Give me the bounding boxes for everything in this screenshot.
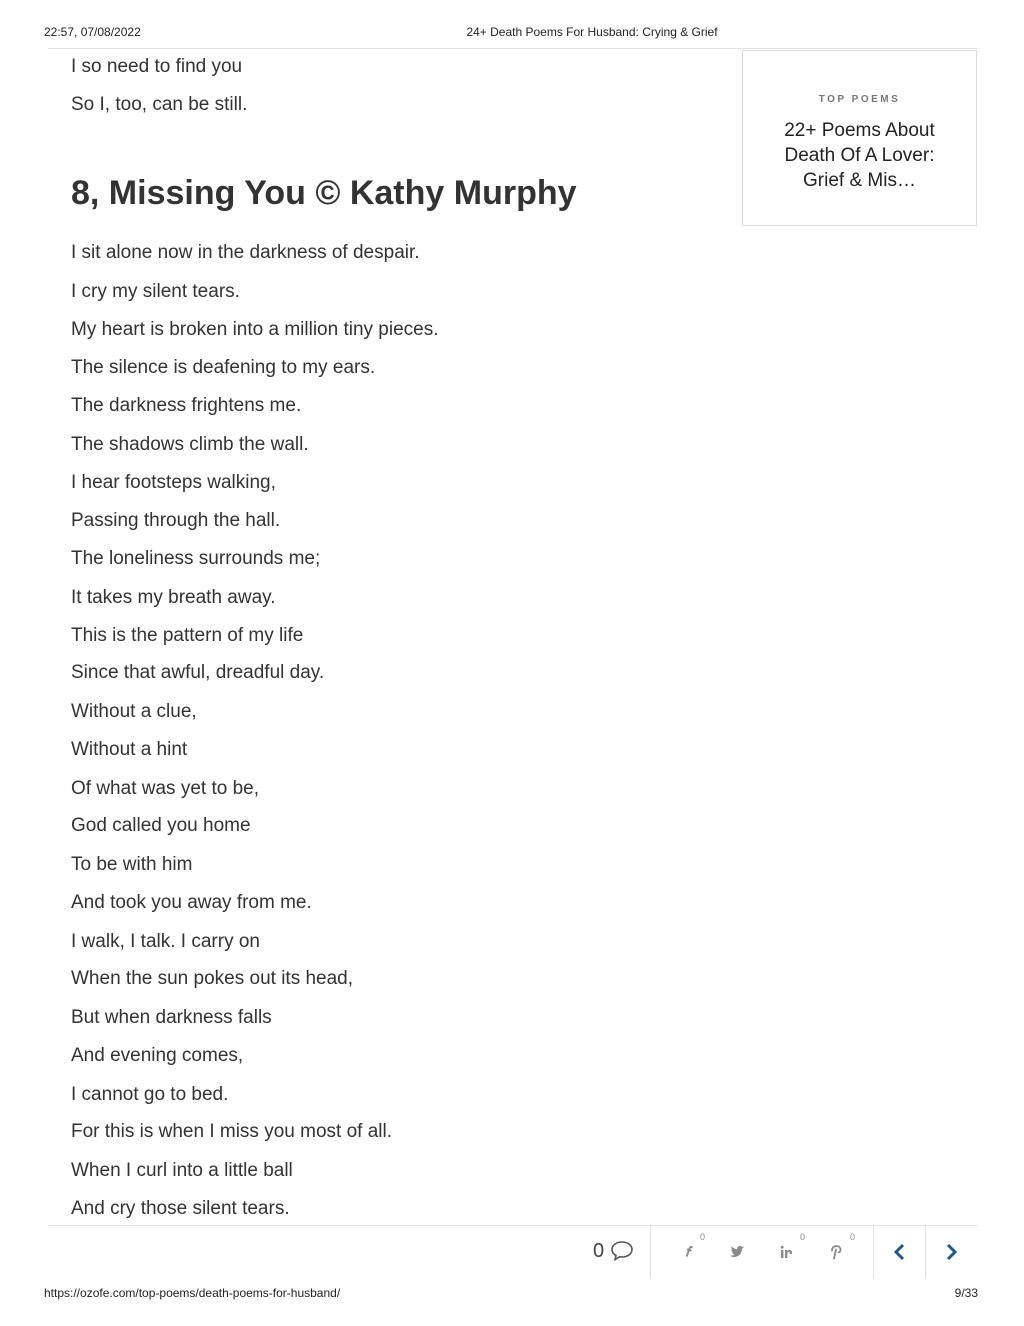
poem-line: It takes my breath away. [71, 587, 276, 608]
share-separator [650, 1226, 651, 1278]
poem-line: I walk, I talk. I carry on [71, 931, 260, 952]
poem-line: When I curl into a little ball [71, 1160, 293, 1181]
share-bar [48, 1226, 978, 1278]
page-url: https://ozofe.com/top-poems/death-poems-for-husband/ [44, 1286, 341, 1300]
print-page-title: 24+ Death Poems For Husband: Crying & Grief [466, 25, 718, 39]
poem-line: Passing through the hall. [71, 510, 281, 531]
poem-line: I cry my silent tears. [71, 281, 240, 302]
poem-line: Of what was yet to be, [71, 778, 259, 799]
nav-separator [925, 1226, 926, 1278]
chevron-right-icon[interactable] [939, 1240, 963, 1264]
poem-line: I sit alone now in the darkness of despair. [71, 242, 420, 263]
poem-line: But when darkness falls [71, 1007, 272, 1028]
poem-line: And evening comes, [71, 1045, 244, 1066]
pinterest-count: 0 [850, 1232, 856, 1242]
print-header [0, 25, 1024, 41]
poem-heading: 8, Missing You © Kathy Murphy [71, 174, 577, 212]
poem-line: So I, too, can be still. [71, 94, 248, 115]
top-poem-link[interactable]: 22+ Poems About Death Of A Lover: Grief & Mis… [784, 120, 935, 191]
poem-line: Without a clue, [71, 701, 197, 722]
poem-line: And cry those silent tears. [71, 1198, 290, 1219]
poem-line: I so need to find you [71, 56, 243, 77]
poem-line: My heart is broken into a million tiny pieces. [71, 319, 439, 340]
facebook-icon[interactable] [676, 1240, 700, 1264]
poem-line: To be with him [71, 854, 193, 875]
poem-line: The darkness frightens me. [71, 395, 302, 416]
top-divider [48, 48, 978, 49]
poem-line: God called you home [71, 815, 251, 836]
top-poems-widget [742, 50, 977, 226]
pinterest-icon[interactable] [824, 1240, 848, 1264]
linkedin-count: 0 [800, 1232, 806, 1242]
comment-count: 0 [593, 1240, 605, 1262]
linkedin-icon[interactable] [774, 1240, 798, 1264]
poem-line: The loneliness surrounds me; [71, 548, 321, 569]
print-footer [0, 1286, 1024, 1302]
nav-separator [873, 1226, 874, 1278]
twitter-icon[interactable] [725, 1240, 749, 1264]
poem-line: The shadows climb the wall. [71, 434, 309, 455]
poem-line: I hear footsteps walking, [71, 472, 276, 493]
poem-line: I cannot go to bed. [71, 1084, 229, 1105]
facebook-count: 0 [700, 1232, 706, 1242]
poem-line: When the sun pokes out its head, [71, 968, 354, 989]
poem-line: Since that awful, dreadful day. [71, 662, 325, 683]
poem-line: The silence is deafening to my ears. [71, 357, 376, 378]
poem-line: And took you away from me. [71, 892, 312, 913]
print-timestamp: 22:57, 07/08/2022 [44, 25, 141, 39]
page-number: 9/33 [954, 1286, 978, 1300]
comment-icon[interactable] [610, 1240, 634, 1267]
poem-line: Without a hint [71, 739, 188, 760]
poem-line: For this is when I miss you most of all. [71, 1121, 392, 1142]
top-poems-label: TOP POEMS [818, 94, 901, 105]
poem-line: This is the pattern of my life [71, 625, 304, 646]
chevron-left-icon[interactable] [888, 1240, 912, 1264]
